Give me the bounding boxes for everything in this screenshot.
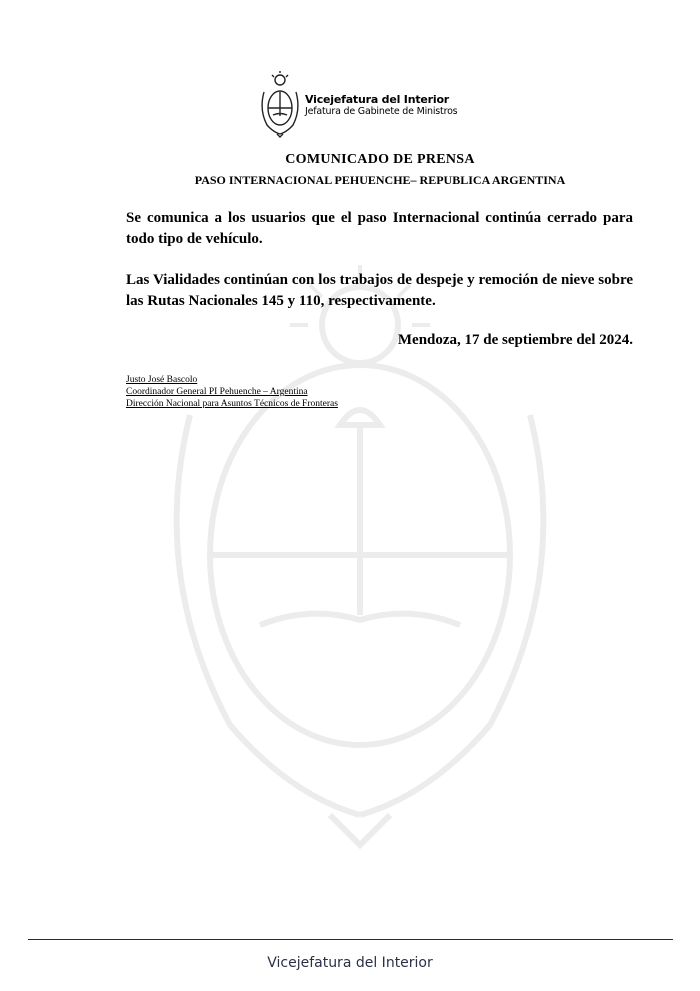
signature-role: Coordinador General PI Pehuenche – Argentina (126, 387, 308, 397)
dateline: Mendoza, 17 de septiembre del 2024. (397, 332, 633, 348)
footer-text: Vicejefatura del Interior (267, 955, 433, 971)
document-subtitle: PASO INTERNACIONAL PEHUENCHE– REPUBLICA ARGENTINA (194, 173, 566, 187)
signature-name: Justo José Bascolo (126, 375, 198, 385)
document-title: COMUNICADO DE PRENSA (285, 152, 475, 167)
header-institution (305, 94, 457, 118)
argentina-coat-of-arms-icon (257, 70, 303, 138)
signature-block (126, 374, 338, 410)
paragraph-2: Las Vialidades continúan con los trabajos de despeje y remoción de nieve sobre las Rutas Nacionales 145 y 110, respectivamente. (126, 272, 633, 309)
header-title: Vicejefatura del Interior (305, 93, 450, 106)
footer-divider (28, 939, 673, 940)
paragraph-1: Se comunica a los usuarios que el paso Internacional continúa cerrado para todo tipo de vehículo. (126, 210, 633, 247)
signature-office: Dirección Nacional para Asuntos Técnicos de Fronteras (126, 399, 338, 409)
header-subtitle: Jefatura de Gabinete de Ministros (305, 106, 458, 117)
